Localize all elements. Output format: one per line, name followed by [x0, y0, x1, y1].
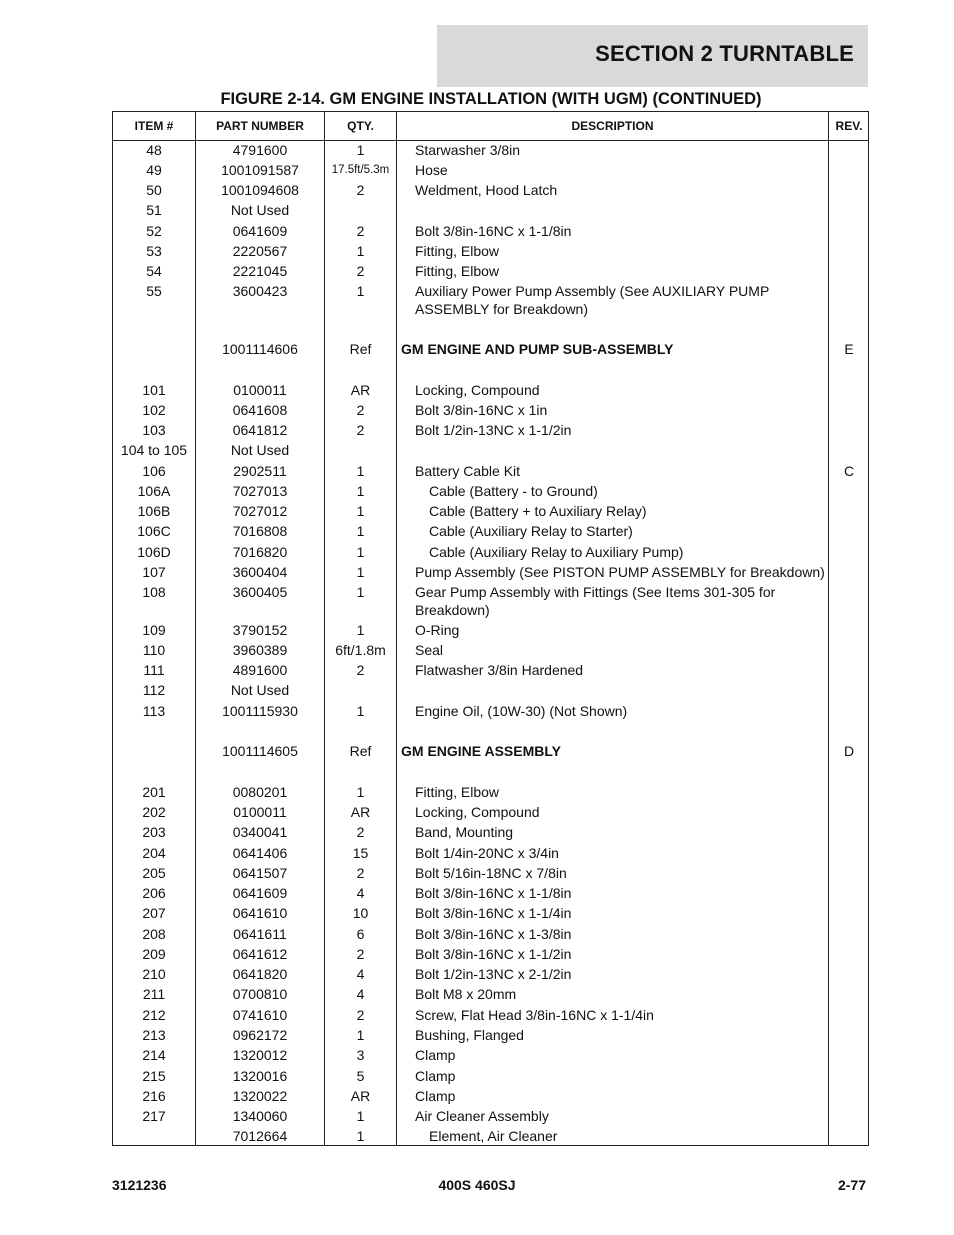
qty-cell: 6: [356, 926, 365, 942]
description-cell: Fitting, Elbow: [415, 784, 500, 800]
item-cell: 109: [142, 622, 166, 638]
description-cell: Battery Cable Kit: [415, 463, 521, 479]
qty-cell: 17.5ft/5.3m: [331, 164, 390, 176]
part-number-cell: 1340060: [232, 1108, 288, 1124]
item-cell: 103: [142, 422, 166, 438]
description-cell: Clamp: [415, 1047, 456, 1063]
part-number-cell: 7012664: [232, 1128, 288, 1144]
qty-cell: 2: [356, 662, 365, 678]
description-cell: Air Cleaner Assembly: [415, 1108, 549, 1124]
description-cell: Bolt 5/16in-18NC x 7/8in: [415, 865, 567, 881]
qty-cell: 2: [356, 182, 365, 198]
part-number-cell: 0641608: [232, 402, 288, 418]
qty-cell: 1: [356, 1128, 365, 1144]
rev-cell: D: [843, 743, 855, 759]
qty-cell: 1: [356, 703, 365, 719]
part-number-cell: 0641609: [232, 223, 288, 239]
item-cell: 206: [142, 885, 166, 901]
qty-cell: 1: [356, 243, 365, 259]
part-number-cell: 0641820: [232, 966, 288, 982]
part-number-cell: 0741610: [232, 1007, 288, 1023]
item-cell: 201: [142, 784, 166, 800]
description-cell: Bolt M8 x 20mm: [415, 986, 517, 1002]
item-cell: 202: [142, 804, 166, 820]
description-cell: Locking, Compound: [415, 382, 540, 398]
part-number-cell: 2902511: [233, 463, 287, 479]
header-qty: QTY.: [347, 119, 374, 133]
description-cell: Band, Mounting: [415, 824, 514, 840]
figure-title: FIGURE 2-14. GM ENGINE INSTALLATION (WITH UGM) (CONTINUED): [220, 90, 762, 108]
description-cell: Bushing, Flanged: [415, 1027, 524, 1043]
item-cell: 101: [142, 382, 166, 398]
qty-cell: 1: [356, 784, 365, 800]
part-number-cell: 2221045: [232, 263, 288, 279]
qty-cell: 1: [356, 564, 365, 580]
description-cell: Screw, Flat Head 3/8in-16NC x 1-1/4in: [415, 1007, 654, 1023]
description-cell: GM ENGINE AND PUMP SUB-ASSEMBLY: [401, 341, 674, 357]
part-number-cell: 0641507: [232, 865, 288, 881]
item-cell: 102: [142, 402, 166, 418]
description-cell: Locking, Compound: [415, 804, 540, 820]
item-cell: 210: [142, 966, 166, 982]
qty-cell: 2: [356, 946, 365, 962]
qty-cell: Ref: [349, 743, 372, 759]
header-description: DESCRIPTION: [571, 119, 654, 133]
qty-cell: 4: [356, 966, 365, 982]
qty-cell: 4: [356, 986, 365, 1002]
description-cell: Gear Pump Assembly with Fittings (See Items 301-305 for Breakdown): [415, 584, 776, 618]
description-cell: Bolt 1/4in-20NC x 3/4in: [415, 845, 559, 861]
footer-model: 400S 460SJ: [438, 1177, 516, 1193]
description-cell: Clamp: [415, 1088, 456, 1104]
item-cell: 211: [142, 986, 166, 1002]
qty-cell: 1: [356, 622, 365, 638]
item-cell: 54: [146, 263, 162, 279]
description-cell: Pump Assembly (See PISTON PUMP ASSEMBLY for Breakdown): [415, 564, 825, 580]
part-number-cell: 1001114606: [222, 341, 298, 357]
description-cell: Cable (Battery + to Auxiliary Relay): [429, 503, 647, 519]
description-cell: Cable (Auxiliary Relay to Starter): [429, 523, 633, 539]
qty-cell: 15: [352, 845, 369, 861]
part-number-cell: 7027012: [232, 503, 288, 519]
rev-cell: E: [844, 341, 854, 357]
description-cell: Flatwasher 3/8in Hardened: [415, 662, 584, 678]
description-cell: Element, Air Cleaner: [429, 1128, 558, 1144]
part-number-cell: Not Used: [230, 442, 290, 458]
item-cell: 106A: [137, 483, 171, 499]
description-cell: Bolt 3/8in-16NC x 1-1/8in: [415, 885, 572, 901]
item-cell: 208: [142, 926, 166, 942]
qty-cell: 6ft/1.8m: [335, 642, 386, 658]
section-header-bar: [437, 25, 868, 87]
part-number-cell: 0100011: [233, 804, 287, 820]
item-cell: 213: [142, 1027, 166, 1043]
qty-cell: AR: [350, 804, 371, 820]
item-cell: 209: [142, 946, 166, 962]
item-cell: 212: [142, 1007, 166, 1023]
part-number-cell: 0340041: [232, 824, 288, 840]
part-number-cell: 1320016: [232, 1068, 288, 1084]
part-number-cell: 0641609: [232, 885, 288, 901]
section-title: SECTION 2 TURNTABLE: [595, 41, 854, 66]
part-number-cell: 3600423: [232, 283, 288, 299]
qty-cell: 1: [356, 1027, 365, 1043]
qty-cell: 2: [356, 263, 365, 279]
qty-cell: 1: [356, 463, 365, 479]
item-cell: 104 to 105: [120, 442, 188, 458]
item-cell: 106: [142, 463, 166, 479]
part-number-cell: 3600404: [232, 564, 288, 580]
part-number-cell: 0641612: [232, 946, 288, 962]
rev-cell: C: [843, 463, 855, 479]
part-number-cell: 1320022: [232, 1088, 288, 1104]
description-cell: Bolt 3/8in-16NC x 1-1/2in: [415, 946, 572, 962]
item-cell: 51: [146, 202, 162, 218]
part-number-cell: 0700810: [232, 986, 288, 1002]
item-cell: 106C: [137, 523, 171, 539]
part-number-cell: 1001094608: [221, 182, 299, 198]
qty-cell: 1: [356, 1108, 365, 1124]
description-cell: Auxiliary Power Pump Assembly (See AUXILIARY PUMP ASSEMBLY for Breakdown): [415, 283, 770, 317]
part-number-cell: 0080201: [232, 784, 288, 800]
qty-cell: 2: [356, 865, 365, 881]
item-cell: 48: [146, 142, 162, 158]
footer-doc-number: 3121236: [112, 1177, 167, 1193]
description-cell: Fitting, Elbow: [415, 243, 500, 259]
item-cell: 53: [146, 243, 162, 259]
part-number-cell: 4791600: [232, 142, 288, 158]
part-number-cell: 3600405: [232, 584, 288, 600]
header-part-number: PART NUMBER: [216, 119, 304, 133]
qty-cell: 1: [356, 544, 365, 560]
item-cell: 215: [142, 1068, 166, 1084]
description-cell: Fitting, Elbow: [415, 263, 500, 279]
parts-table: [112, 111, 869, 1146]
qty-cell: 1: [356, 584, 365, 600]
item-cell: 50: [146, 182, 162, 198]
part-number-cell: 3960389: [232, 642, 288, 658]
qty-cell: 2: [356, 402, 365, 418]
description-cell: Starwasher 3/8in: [415, 142, 521, 158]
item-cell: 207: [142, 905, 166, 921]
item-cell: 217: [142, 1108, 166, 1124]
part-number-cell: 1001114605: [222, 743, 298, 759]
qty-cell: 2: [356, 824, 365, 840]
description-cell: Bolt 3/8in-16NC x 1in: [415, 402, 548, 418]
part-number-cell: 0641812: [232, 422, 288, 438]
header-rev: REV.: [835, 119, 863, 133]
description-cell: Bolt 3/8in-16NC x 1-3/8in: [415, 926, 572, 942]
item-cell: 110: [142, 642, 166, 658]
qty-cell: 1: [356, 142, 365, 158]
part-number-cell: 7027013: [232, 483, 288, 499]
qty-cell: 1: [356, 483, 365, 499]
qty-cell: AR: [350, 382, 371, 398]
item-cell: 52: [146, 223, 162, 239]
part-number-cell: 0641611: [233, 926, 287, 942]
qty-cell: 2: [356, 422, 365, 438]
header-item: ITEM #: [134, 119, 174, 133]
item-cell: 113: [142, 703, 166, 719]
item-cell: 106D: [137, 544, 171, 560]
qty-cell: 1: [356, 283, 365, 299]
part-number-cell: 7016820: [232, 544, 288, 560]
part-number-cell: 0641610: [232, 905, 288, 921]
footer-page-number: 2-77: [837, 1177, 866, 1193]
item-cell: 203: [142, 824, 166, 840]
description-cell: Cable (Auxiliary Relay to Auxiliary Pump): [429, 544, 684, 560]
qty-cell: 4: [356, 885, 365, 901]
description-cell: O-Ring: [415, 622, 460, 638]
part-number-cell: Not Used: [230, 682, 290, 698]
item-cell: 55: [146, 283, 162, 299]
qty-cell: 1: [356, 503, 365, 519]
item-cell: 107: [142, 564, 166, 580]
item-cell: 49: [146, 162, 162, 178]
part-number-cell: 1320012: [232, 1047, 288, 1063]
qty-cell: 1: [356, 523, 365, 539]
description-cell: Bolt 3/8in-16NC x 1-1/8in: [415, 223, 572, 239]
description-cell: Hose: [415, 162, 448, 178]
column-divider: [396, 112, 397, 1145]
item-cell: 112: [142, 682, 166, 698]
part-number-cell: 0100011: [233, 382, 287, 398]
item-cell: 216: [142, 1088, 166, 1104]
part-number-cell: 7016808: [232, 523, 288, 539]
qty-cell: 5: [356, 1068, 365, 1084]
qty-cell: 2: [356, 223, 365, 239]
item-cell: 108: [142, 584, 166, 600]
description-cell: Bolt 1/2in-13NC x 2-1/2in: [415, 966, 572, 982]
description-cell: GM ENGINE ASSEMBLY: [401, 743, 561, 759]
qty-cell: 3: [356, 1047, 365, 1063]
part-number-cell: 3790152: [232, 622, 288, 638]
part-number-cell: 1001091587: [221, 162, 299, 178]
description-cell: Bolt 1/2in-13NC x 1-1/2in: [415, 422, 572, 438]
item-cell: 106B: [137, 503, 171, 519]
description-cell: Cable (Battery - to Ground): [429, 483, 598, 499]
description-cell: Clamp: [415, 1068, 456, 1084]
part-number-cell: 0962172: [232, 1027, 288, 1043]
description-cell: Seal: [415, 642, 444, 658]
item-cell: 111: [143, 662, 165, 678]
part-number-cell: 0641406: [232, 845, 288, 861]
description-cell: Weldment, Hood Latch: [415, 182, 558, 198]
column-divider: [828, 112, 829, 1145]
part-number-cell: 1001115930: [222, 703, 298, 719]
item-cell: 204: [142, 845, 166, 861]
qty-cell: 10: [352, 905, 369, 921]
description-cell: Bolt 3/8in-16NC x 1-1/4in: [415, 905, 572, 921]
qty-cell: Ref: [349, 341, 372, 357]
qty-cell: AR: [350, 1088, 371, 1104]
part-number-cell: Not Used: [230, 202, 290, 218]
item-cell: 214: [142, 1047, 166, 1063]
item-cell: 205: [142, 865, 166, 881]
part-number-cell: 2220567: [232, 243, 288, 259]
description-cell: Engine Oil, (10W-30) (Not Shown): [415, 703, 628, 719]
qty-cell: 2: [356, 1007, 365, 1023]
part-number-cell: 4891600: [232, 662, 288, 678]
